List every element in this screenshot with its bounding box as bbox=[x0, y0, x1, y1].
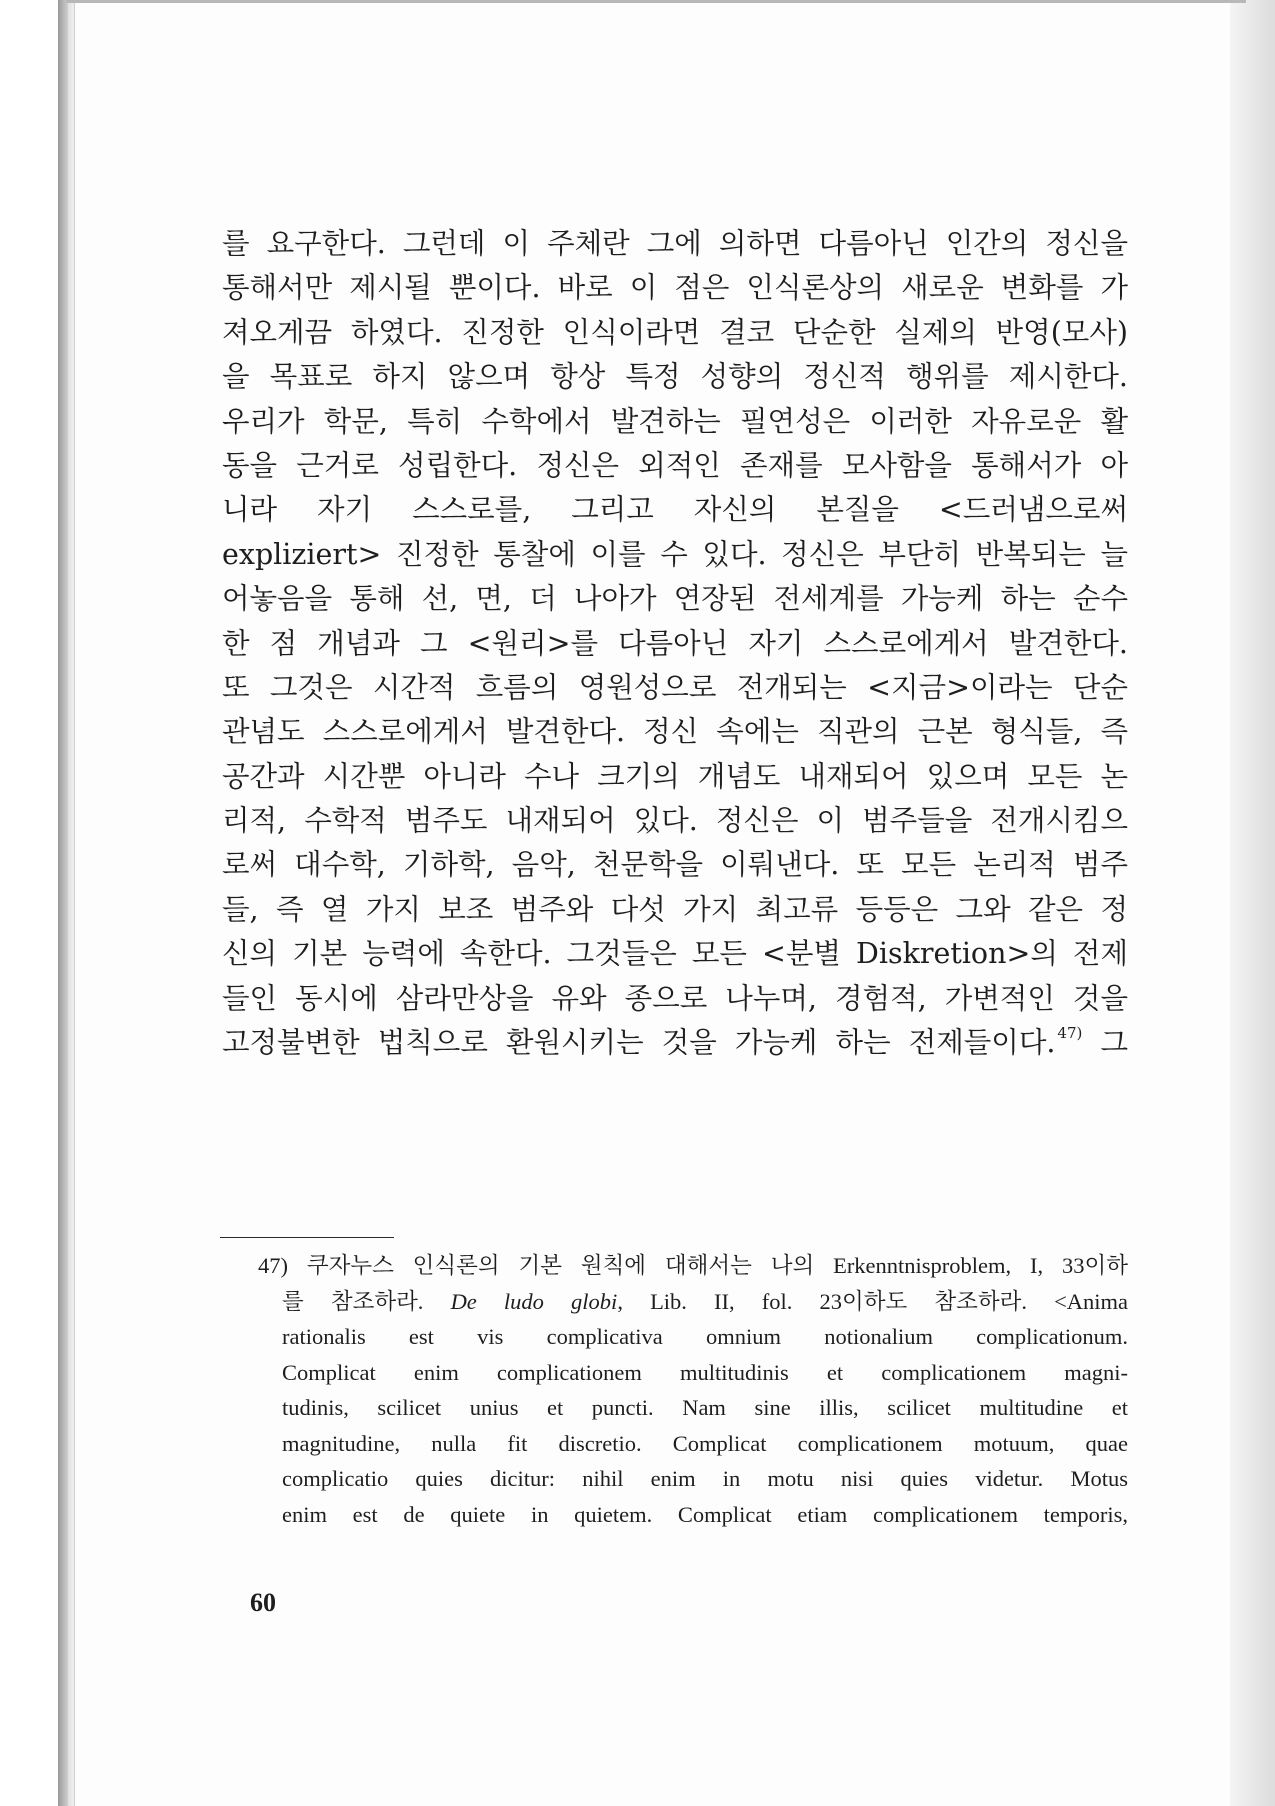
body-line: 들인 동시에 삼라만상을 유와 종으로 나누며, 경험적, 가변적인 것을 bbox=[222, 981, 1128, 1015]
body-line: 한 점 개념과 그 <원리>를 다름아닌 자기 스스로에게서 발견한다. bbox=[222, 626, 1128, 660]
body-line: 들, 즉 열 가지 보조 범주와 다섯 가지 최고류 등등은 그와 같은 정 bbox=[222, 892, 1128, 926]
footnote-text: , Lib. II, fol. 23이하도 참조하라. <Anima bbox=[617, 1288, 1128, 1314]
footnote-line bbox=[282, 1284, 1128, 1320]
body-line: 우리가 학문, 특히 수학에서 발견하는 필연성은 이러한 자유로운 활 bbox=[222, 404, 1128, 438]
body-line: 를 요구한다. 그런데 이 주체란 그에 의하면 다름아닌 인간의 정신을 bbox=[222, 227, 1128, 260]
page-edge-shadow bbox=[1230, 0, 1275, 1806]
footnote-title-italic: De ludo globi bbox=[450, 1288, 618, 1314]
body-line: 통해서만 제시될 뿐이다. 바로 이 점은 인식론상의 새로운 변화를 가 bbox=[222, 271, 1128, 305]
body-line: 져오게끔 하였다. 진정한 인식이라면 결코 단순한 실제의 반영(모사) bbox=[222, 315, 1128, 349]
body-line-last-tail: 그 bbox=[1082, 1026, 1128, 1060]
footnote-separator bbox=[220, 1237, 394, 1238]
body-line: 또 그것은 시간적 흐름의 영원성으로 전개되는 <지금>이라는 단순 bbox=[222, 670, 1128, 704]
footnote-text: 를 참조하라. bbox=[282, 1288, 451, 1314]
body-line: 을 목표로 하지 않으며 항상 특정 성향의 정신적 행위를 제시한다. bbox=[222, 360, 1128, 394]
body-line: 동을 근거로 성립한다. 정신은 외적인 존재를 모사함을 통해서가 아 bbox=[222, 448, 1128, 482]
body-line: 로써 대수학, 기하학, 음악, 천문학을 이뤄낸다. 또 모든 논리적 범주 bbox=[222, 848, 1128, 882]
footnote-line: complicatio quies dicitur: nihil enim in motu nisi quies videtur. Motus bbox=[282, 1466, 1128, 1491]
body-line: 니라 자기 스스로를, 그리고 자신의 본질을 <드러냄으로써 bbox=[222, 493, 1128, 527]
body-line: 신의 기본 능력에 속한다. 그것들은 모든 <분별 Diskretion>의 전제 bbox=[222, 937, 1128, 971]
body-line: expliziert> 진정한 통찰에 이를 수 있다. 정신은 부단히 반복되는 늘 bbox=[222, 537, 1128, 571]
body-line: 리적, 수학적 범주도 내재되어 있다. 정신은 이 범주들을 전개시킴으 bbox=[222, 804, 1128, 838]
body-line: 관념도 스스로에게서 발견한다. 정신 속에는 직관의 근본 형식들, 즉 bbox=[222, 715, 1128, 749]
footnote-line: magnitudine, nulla fit discretio. Complicat complicationem motuum, quae bbox=[282, 1430, 1128, 1456]
footnote-line: tudinis, scilicet unius et puncti. Nam sine illis, scilicet multitudine et bbox=[282, 1395, 1128, 1420]
footnote-line: enim est de quiete in quietem. Complicat etiam complicationem temporis, bbox=[282, 1501, 1128, 1527]
footnote-line: 47) 쿠자누스 인식론의 기본 원칙에 대해서는 나의 Erkenntnisproblem, I, 33이하 bbox=[258, 1253, 1128, 1278]
footnote bbox=[258, 1248, 1128, 1532]
page-number: 60 bbox=[250, 1588, 276, 1617]
footnote-line: rationalis est vis complicativa omnium notionalium complicationum. bbox=[282, 1324, 1128, 1349]
page-top-edge bbox=[66, 0, 1246, 3]
book-spine bbox=[58, 0, 68, 1806]
footnote-reference: 47) bbox=[1057, 1024, 1083, 1043]
body-text bbox=[222, 222, 1128, 1065]
body-line: 공간과 시간뿐 아니라 수나 크기의 개념도 내재되어 있으며 모든 논 bbox=[222, 759, 1128, 793]
footnote-line: Complicat enim complicationem multitudinis et complicationem magni- bbox=[282, 1359, 1128, 1385]
body-line-last bbox=[222, 1021, 1128, 1065]
body-line: 어놓음을 통해 선, 면, 더 나아가 연장된 전세계를 가능케 하는 순수 bbox=[222, 582, 1128, 616]
body-line-last-text: 고정불변한 법칙으로 환원시키는 것을 가능케 하는 전제들이다. bbox=[222, 1026, 1056, 1060]
